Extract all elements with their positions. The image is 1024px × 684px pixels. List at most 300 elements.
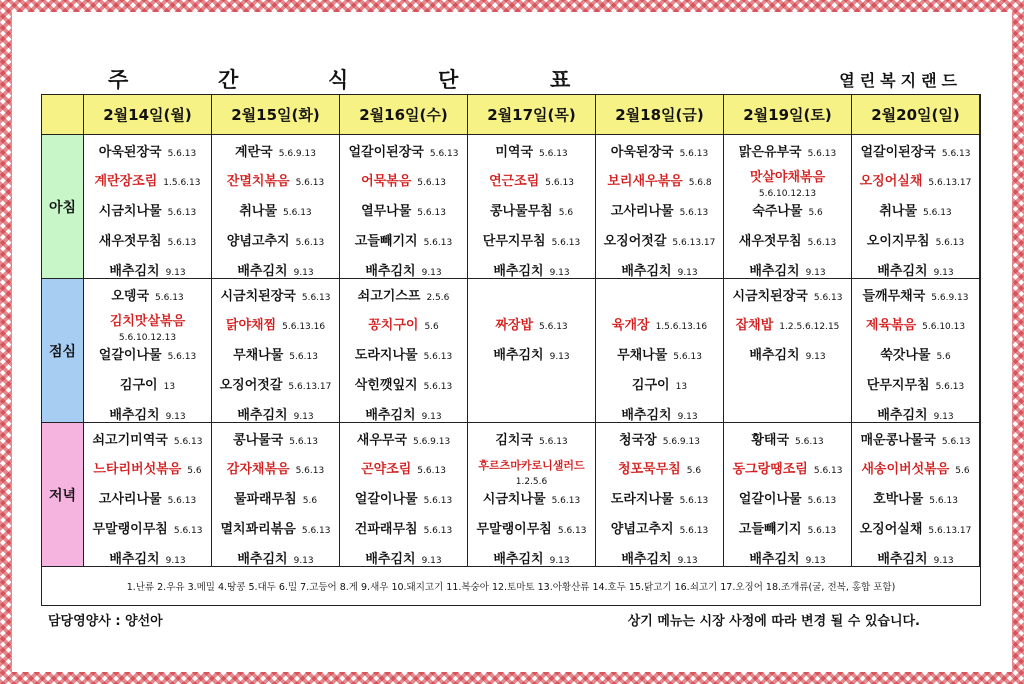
menu-item bbox=[212, 345, 339, 367]
dish-name: 들깨무채국 bbox=[862, 289, 926, 304]
menu-item bbox=[468, 201, 595, 223]
menu-cell bbox=[724, 135, 852, 279]
menu-item bbox=[596, 345, 723, 367]
dish-name: 배추김치 bbox=[365, 408, 416, 423]
menu-cell bbox=[852, 423, 980, 567]
menu-cell bbox=[596, 135, 724, 279]
menu-cell bbox=[596, 279, 724, 423]
dish-name: 배추김치 bbox=[237, 408, 288, 423]
dish-name: 쑥갓나물 bbox=[880, 348, 931, 363]
allergy-codes: 5.6.10.12.13 bbox=[758, 189, 817, 199]
allergy-codes: 5.6.13 bbox=[167, 238, 197, 248]
dietitian-name: 담당영양사 : 양선아 bbox=[48, 614, 163, 629]
menu-item bbox=[212, 430, 339, 452]
dish-name: 무채나물 bbox=[617, 348, 668, 363]
day-header: 2월19일(토) bbox=[724, 95, 852, 135]
menu-item bbox=[84, 459, 211, 481]
dish-name: 김구이 bbox=[119, 378, 158, 393]
menu-item bbox=[340, 201, 467, 223]
dish-name: 배추김치 bbox=[749, 552, 800, 567]
dish-name: 숙주나물 bbox=[752, 204, 803, 219]
menu-cell bbox=[84, 135, 212, 279]
allergy-codes: 13 bbox=[163, 382, 176, 392]
menu-item bbox=[340, 549, 467, 571]
menu-item bbox=[340, 171, 467, 193]
menu-item bbox=[852, 345, 979, 367]
menu-item bbox=[468, 519, 595, 541]
allergy-codes: 5.6.13 bbox=[295, 238, 325, 248]
menu-cell bbox=[84, 423, 212, 567]
allergy-codes: 5.6.13 bbox=[941, 149, 971, 159]
allergy-codes: 5.6.9.13 bbox=[278, 149, 316, 159]
allergy-codes: 5.6.13.17 bbox=[288, 382, 332, 392]
menu-item bbox=[852, 519, 979, 541]
menu-item bbox=[468, 455, 595, 477]
dish-name: 배추김치 bbox=[109, 552, 160, 567]
dish-name: 멸치꽈리볶음 bbox=[220, 522, 296, 537]
menu-item bbox=[468, 345, 595, 367]
menu-item bbox=[468, 142, 595, 164]
dish-name: 청국장 bbox=[619, 433, 657, 448]
allergy-codes: 5.6.13 bbox=[813, 293, 843, 303]
allergy-codes: 5.6.13 bbox=[673, 352, 702, 362]
dish-name: 잔멸치볶음 bbox=[226, 174, 290, 189]
dish-name: 짜장밥 bbox=[495, 318, 534, 333]
menu-cell bbox=[724, 423, 852, 567]
dish-name: 오징어실채 bbox=[859, 522, 923, 537]
allergy-codes: 5.6.13 bbox=[301, 293, 331, 303]
allergy-codes: 9.13 bbox=[165, 412, 186, 422]
menu-item bbox=[724, 459, 851, 481]
dish-name: 잡채밥 bbox=[735, 318, 774, 333]
allergy-codes: 5.6.13 bbox=[423, 526, 453, 536]
allergy-codes: 5.6.13 bbox=[423, 382, 453, 392]
dish-name: 배추김치 bbox=[493, 552, 544, 567]
menu-item bbox=[84, 489, 211, 511]
allergy-codes: 5.6.13 bbox=[557, 526, 587, 536]
dish-name: 얼갈이나물 bbox=[354, 492, 418, 507]
dish-name: 계란장조림 bbox=[94, 174, 158, 189]
dish-name: 양념고추지 bbox=[226, 234, 290, 249]
menu-item bbox=[212, 286, 339, 308]
menu-cell bbox=[212, 279, 340, 423]
allergy-codes: 5.6.13 bbox=[551, 238, 581, 248]
menu-item bbox=[852, 315, 979, 337]
dish-name: 어묵볶음 bbox=[361, 174, 412, 189]
dish-name: 배추김치 bbox=[877, 408, 928, 423]
allergy-codes: 5.6.13 bbox=[679, 149, 709, 159]
menu-item bbox=[596, 375, 723, 397]
menu-item bbox=[84, 231, 211, 253]
dish-name: 물파래무침 bbox=[233, 492, 297, 507]
dish-name: 제육볶음 bbox=[865, 318, 917, 333]
dish-name: 콩나물국 bbox=[233, 433, 284, 448]
allergy-codes: 5.6.13 bbox=[935, 238, 965, 248]
allergy-codes: 5.6.13 bbox=[679, 208, 709, 218]
dish-name: 배추김치 bbox=[749, 348, 800, 363]
menu-item bbox=[724, 167, 851, 189]
menu-cell bbox=[340, 279, 468, 423]
dish-name: 오징어실채 bbox=[859, 174, 923, 189]
dish-name: 건파래무침 bbox=[354, 522, 418, 537]
allergy-codes: 5.6.13 bbox=[301, 526, 331, 536]
menu-item bbox=[852, 171, 979, 193]
menu-item bbox=[212, 549, 339, 571]
allergy-codes: 5.6.13 bbox=[807, 238, 837, 248]
menu-item bbox=[724, 231, 851, 253]
dish-name: 배추김치 bbox=[621, 552, 672, 567]
allergy-codes: 9.13 bbox=[549, 352, 570, 362]
dish-name: 배추김치 bbox=[109, 264, 160, 279]
menu-item bbox=[724, 519, 851, 541]
allergy-codes: 9.13 bbox=[293, 268, 314, 278]
allergy-codes: 5.6.13 bbox=[289, 437, 318, 447]
allergy-codes: 9.13 bbox=[421, 412, 442, 422]
menu-cell bbox=[84, 279, 212, 423]
title-char: 간 bbox=[218, 68, 239, 92]
menu-item bbox=[212, 201, 339, 223]
dish-name: 호박나물 bbox=[873, 492, 924, 507]
dish-name: 새송이버섯볶음 bbox=[861, 462, 950, 477]
dish-name: 쇠고기미역국 bbox=[92, 433, 168, 448]
allergy-codes: 1.5.6.13.16 bbox=[655, 322, 708, 332]
dish-name: 아욱된장국 bbox=[610, 145, 674, 160]
menu-item bbox=[852, 201, 979, 223]
menu-item bbox=[212, 375, 339, 397]
allergy-codes: 5.6 bbox=[302, 496, 318, 506]
menu-item bbox=[84, 375, 211, 397]
dish-name: 얼갈이된장국 bbox=[860, 145, 936, 160]
title-char: 단 bbox=[438, 68, 459, 92]
dish-name: 오이지무침 bbox=[866, 234, 930, 249]
allergy-codes: 5.6.13 bbox=[679, 526, 709, 536]
menu-item bbox=[852, 459, 979, 481]
menu-item bbox=[84, 286, 211, 308]
allergy-codes: 5.6 bbox=[187, 466, 202, 476]
menu-item bbox=[852, 142, 979, 164]
dish-name: 얼갈이나물 bbox=[98, 348, 162, 363]
menu-item bbox=[340, 489, 467, 511]
dish-name: 취나물 bbox=[239, 204, 278, 219]
dish-name: 도라지나물 bbox=[354, 348, 418, 363]
allergy-code-line bbox=[724, 187, 851, 201]
allergy-code-line bbox=[84, 331, 211, 345]
menu-item bbox=[212, 519, 339, 541]
menu-item bbox=[340, 231, 467, 253]
menu-item bbox=[84, 519, 211, 541]
allergy-codes: 5.6.9.13 bbox=[413, 437, 451, 447]
allergy-codes: 5.6 bbox=[936, 352, 951, 362]
allergy-codes: 5.6.13 bbox=[155, 293, 184, 303]
menu-cell bbox=[340, 423, 468, 567]
menu-cell bbox=[852, 279, 980, 423]
allergy-codes: 5.6.13 bbox=[929, 496, 958, 506]
dish-name: 김치맛살볶음 bbox=[109, 314, 186, 329]
dish-name: 시금치된장국 bbox=[220, 289, 296, 304]
allergy-codes: 1.2.5.6 bbox=[515, 477, 548, 487]
menu-item bbox=[212, 459, 339, 481]
allergy-codes: 2.5.6 bbox=[426, 293, 450, 303]
menu-item bbox=[596, 489, 723, 511]
menu-item bbox=[852, 430, 979, 452]
menu-item bbox=[468, 315, 595, 337]
allergy-codes: 5.6.13 bbox=[539, 149, 568, 159]
menu-item bbox=[852, 489, 979, 511]
dish-name: 단무지무침 bbox=[866, 378, 930, 393]
menu-item bbox=[468, 430, 595, 452]
dish-name: 배추김치 bbox=[365, 264, 416, 279]
dish-name: 얼갈이나물 bbox=[738, 492, 802, 507]
allergy-codes: 5.6.13 bbox=[813, 466, 843, 476]
allergy-codes: 5.6.13 bbox=[539, 437, 568, 447]
menu-cell bbox=[852, 135, 980, 279]
day-header: 2월16일(수) bbox=[340, 95, 468, 135]
allergy-codes: 5.6.13.17 bbox=[672, 238, 716, 248]
allergy-codes: 9.13 bbox=[165, 556, 186, 566]
dish-name: 김치국 bbox=[495, 433, 534, 448]
dish-name: 무말랭이무침 bbox=[476, 522, 552, 537]
menu-item bbox=[852, 549, 979, 571]
menu-table bbox=[41, 94, 981, 606]
menu-sheet bbox=[12, 12, 1012, 672]
dish-name: 열무나물 bbox=[361, 204, 412, 219]
dish-name: 맛살야채볶음 bbox=[749, 170, 826, 185]
title-char: 표 bbox=[550, 68, 571, 92]
allergy-codes: 5.6.13.17 bbox=[928, 526, 972, 536]
dish-name: 연근조림 bbox=[489, 174, 540, 189]
dish-name: 배추김치 bbox=[237, 264, 288, 279]
allergy-codes: 5.6.13 bbox=[923, 208, 952, 218]
menu-item bbox=[468, 231, 595, 253]
dish-name: 청포묵무침 bbox=[617, 462, 681, 477]
dish-name: 오뎅국 bbox=[111, 289, 150, 304]
menu-item bbox=[468, 171, 595, 193]
dish-name: 닭야채찜 bbox=[225, 318, 277, 333]
menu-item bbox=[84, 171, 211, 193]
menu-item bbox=[852, 231, 979, 253]
dish-name: 무채나물 bbox=[233, 348, 284, 363]
day-header: 2월20일(일) bbox=[852, 95, 980, 135]
menu-item bbox=[596, 231, 723, 253]
allergy-codes: 5.6.13.17 bbox=[928, 178, 972, 188]
dish-name: 취나물 bbox=[879, 204, 918, 219]
dish-name: 시금치나물 bbox=[98, 204, 162, 219]
menu-cell bbox=[724, 279, 852, 423]
menu-item bbox=[340, 375, 467, 397]
dish-name: 배추김치 bbox=[877, 552, 928, 567]
dish-name: 곤약조림 bbox=[361, 462, 412, 477]
dish-name: 맑은유부국 bbox=[738, 145, 802, 160]
menu-item bbox=[340, 519, 467, 541]
table-corner bbox=[42, 95, 84, 135]
dish-name: 삭힌깻잎지 bbox=[354, 378, 418, 393]
dish-name: 새우젓무침 bbox=[98, 234, 162, 249]
menu-item bbox=[596, 519, 723, 541]
allergy-codes: 9.13 bbox=[933, 412, 954, 422]
menu-notice: 상기 메뉴는 시장 사정에 따라 변경 될 수 있습니다. bbox=[627, 614, 920, 629]
menu-cell bbox=[212, 135, 340, 279]
menu-item bbox=[852, 375, 979, 397]
allergy-codes: 5.6.13 bbox=[807, 149, 837, 159]
dish-name: 배추김치 bbox=[749, 264, 800, 279]
allergy-codes: 5.6.10.13 bbox=[922, 322, 966, 332]
allergy-codes: 5.6.13 bbox=[795, 437, 824, 447]
dish-name: 후르츠마카로니샐러드 bbox=[478, 459, 585, 472]
menu-item bbox=[724, 489, 851, 511]
allergy-codes: 5.6.9.13 bbox=[662, 437, 700, 447]
dish-name: 배추김치 bbox=[109, 408, 160, 423]
dish-name: 양념고추지 bbox=[610, 522, 674, 537]
menu-item bbox=[852, 286, 979, 308]
allergy-codes: 5.6.13 bbox=[423, 496, 453, 506]
allergy-codes: 5.6.13 bbox=[545, 178, 574, 188]
allergy-codes: 5.6.13 bbox=[941, 437, 971, 447]
dish-name: 느타리버섯볶음 bbox=[93, 462, 182, 477]
allergy-codes: 5.6.10.12.13 bbox=[118, 333, 177, 343]
menu-item bbox=[468, 549, 595, 571]
allergy-legend: 1.난류 2.우유 3.메밀 4.땅콩 5.대두 6.밀 7.고등어 8.게 9.새우 10.돼지고기 11.복숭아 12.토마토 13.아황산류 14.호두 15.닭고기 16.쇠고기 17.오징어 18.조개류(굴, 전복, 홍합 포함) bbox=[126, 582, 896, 593]
dish-name: 김구이 bbox=[631, 378, 670, 393]
menu-item bbox=[596, 430, 723, 452]
allergy-codes: 5.6.13 bbox=[289, 352, 318, 362]
meal-label: 저녁 bbox=[42, 423, 84, 567]
dish-name: 고사리나물 bbox=[98, 492, 162, 507]
allergy-codes: 5.6.13 bbox=[167, 352, 197, 362]
allergy-codes: 9.13 bbox=[933, 556, 954, 566]
allergy-codes: 5.6.13 bbox=[807, 496, 837, 506]
allergy-codes: 9.13 bbox=[293, 412, 314, 422]
menu-item bbox=[724, 315, 851, 337]
allergy-codes: 9.13 bbox=[549, 268, 570, 278]
allergy-codes: 5.6.13 bbox=[423, 352, 453, 362]
menu-item bbox=[340, 286, 467, 308]
allergy-codes: 5.6.13 bbox=[167, 208, 197, 218]
allergy-codes: 5.6.9.13 bbox=[931, 293, 969, 303]
allergy-codes: 1.5.6.13 bbox=[163, 178, 201, 188]
dish-name: 오징어젓갈 bbox=[219, 378, 283, 393]
menu-cell bbox=[468, 135, 596, 279]
dish-name: 쇠고기스프 bbox=[357, 289, 421, 304]
dish-name: 고들빼기지 bbox=[354, 234, 418, 249]
dish-name: 도라지나물 bbox=[610, 492, 674, 507]
menu-item bbox=[596, 171, 723, 193]
dish-name: 단무지무침 bbox=[482, 234, 546, 249]
menu-item bbox=[84, 345, 211, 367]
menu-item bbox=[596, 315, 723, 337]
menu-item bbox=[84, 142, 211, 164]
dish-name: 얼갈이된장국 bbox=[348, 145, 424, 160]
allergy-codes: 5.6.13 bbox=[429, 149, 459, 159]
allergy-codes: 9.13 bbox=[805, 556, 826, 566]
menu-item bbox=[84, 549, 211, 571]
menu-item bbox=[596, 549, 723, 571]
day-header: 2월14일(월) bbox=[84, 95, 212, 135]
dish-name: 무말랭이무침 bbox=[92, 522, 168, 537]
dish-name: 시금치나물 bbox=[482, 492, 546, 507]
meal-label: 아침 bbox=[42, 135, 84, 279]
menu-item bbox=[340, 430, 467, 452]
allergy-codes: 5.6.13 bbox=[807, 526, 837, 536]
dish-name: 배추김치 bbox=[621, 264, 672, 279]
allergy-codes: 5.6.13.16 bbox=[282, 322, 326, 332]
dish-name: 새우무국 bbox=[356, 433, 407, 448]
menu-cell bbox=[596, 423, 724, 567]
allergy-codes: 5.6.13 bbox=[295, 466, 325, 476]
menu-item bbox=[724, 345, 851, 367]
menu-item bbox=[468, 489, 595, 511]
menu-item bbox=[724, 286, 851, 308]
menu-item bbox=[340, 142, 467, 164]
allergy-codes: 5.6.13 bbox=[417, 178, 446, 188]
menu-item bbox=[340, 459, 467, 481]
dish-name: 배추김치 bbox=[493, 348, 544, 363]
allergy-codes: 9.13 bbox=[805, 352, 826, 362]
allergy-codes: 5.6 bbox=[955, 466, 970, 476]
dish-name: 매운콩나물국 bbox=[860, 433, 936, 448]
menu-item bbox=[724, 142, 851, 164]
allergy-codes: 5.6.13 bbox=[167, 496, 197, 506]
dish-name: 새우젓무침 bbox=[738, 234, 802, 249]
allergy-codes: 9.13 bbox=[293, 556, 314, 566]
allergy-codes: 5.6 bbox=[808, 208, 823, 218]
menu-item bbox=[212, 315, 339, 337]
dish-name: 배추김치 bbox=[877, 264, 928, 279]
allergy-codes: 9.13 bbox=[421, 556, 442, 566]
allergy-code-line bbox=[468, 475, 595, 489]
dish-name: 배추김치 bbox=[365, 552, 416, 567]
allergy-codes: 5.6.8 bbox=[688, 178, 712, 188]
allergy-codes: 9.13 bbox=[805, 268, 826, 278]
menu-cell bbox=[212, 423, 340, 567]
dish-name: 아욱된장국 bbox=[98, 145, 162, 160]
menu-cell bbox=[468, 423, 596, 567]
allergy-codes: 5.6.13 bbox=[679, 496, 709, 506]
menu-item bbox=[596, 459, 723, 481]
allergy-codes: 5.6.13 bbox=[423, 238, 453, 248]
day-header: 2월18일(금) bbox=[596, 95, 724, 135]
allergy-codes: 9.13 bbox=[677, 412, 698, 422]
dish-name: 보리새우볶음 bbox=[607, 174, 683, 189]
menu-item bbox=[212, 231, 339, 253]
allergy-codes: 9.13 bbox=[677, 268, 698, 278]
allergy-codes: 5.6.13 bbox=[283, 208, 312, 218]
allergy-codes: 5.6.13 bbox=[173, 437, 203, 447]
dish-name: 시금치된장국 bbox=[732, 289, 808, 304]
menu-item bbox=[212, 142, 339, 164]
allergy-codes: 5.6.13 bbox=[935, 382, 965, 392]
dish-name: 황태국 bbox=[751, 433, 790, 448]
dish-name: 동그랑땡조림 bbox=[732, 462, 808, 477]
allergy-codes: 5.6.13 bbox=[417, 208, 446, 218]
allergy-codes: 9.13 bbox=[933, 268, 954, 278]
allergy-codes: 5.6.13 bbox=[539, 322, 568, 332]
allergy-codes: 5.6 bbox=[686, 466, 702, 476]
allergy-codes: 9.13 bbox=[549, 556, 570, 566]
org-name: 열린복지랜드 bbox=[839, 71, 962, 90]
allergy-codes: 5.6.13 bbox=[417, 466, 446, 476]
menu-item bbox=[724, 430, 851, 452]
dish-name: 감자채볶음 bbox=[226, 462, 290, 477]
dish-name: 배추김치 bbox=[621, 408, 672, 423]
menu-cell bbox=[340, 135, 468, 279]
allergy-codes: 9.13 bbox=[165, 268, 186, 278]
menu-item bbox=[596, 201, 723, 223]
dish-name: 꽁치구이 bbox=[368, 318, 419, 333]
dish-name: 계란국 bbox=[235, 145, 273, 160]
allergy-codes: 9.13 bbox=[421, 268, 442, 278]
allergy-codes: 5.6.13 bbox=[551, 496, 581, 506]
menu-item bbox=[724, 549, 851, 571]
